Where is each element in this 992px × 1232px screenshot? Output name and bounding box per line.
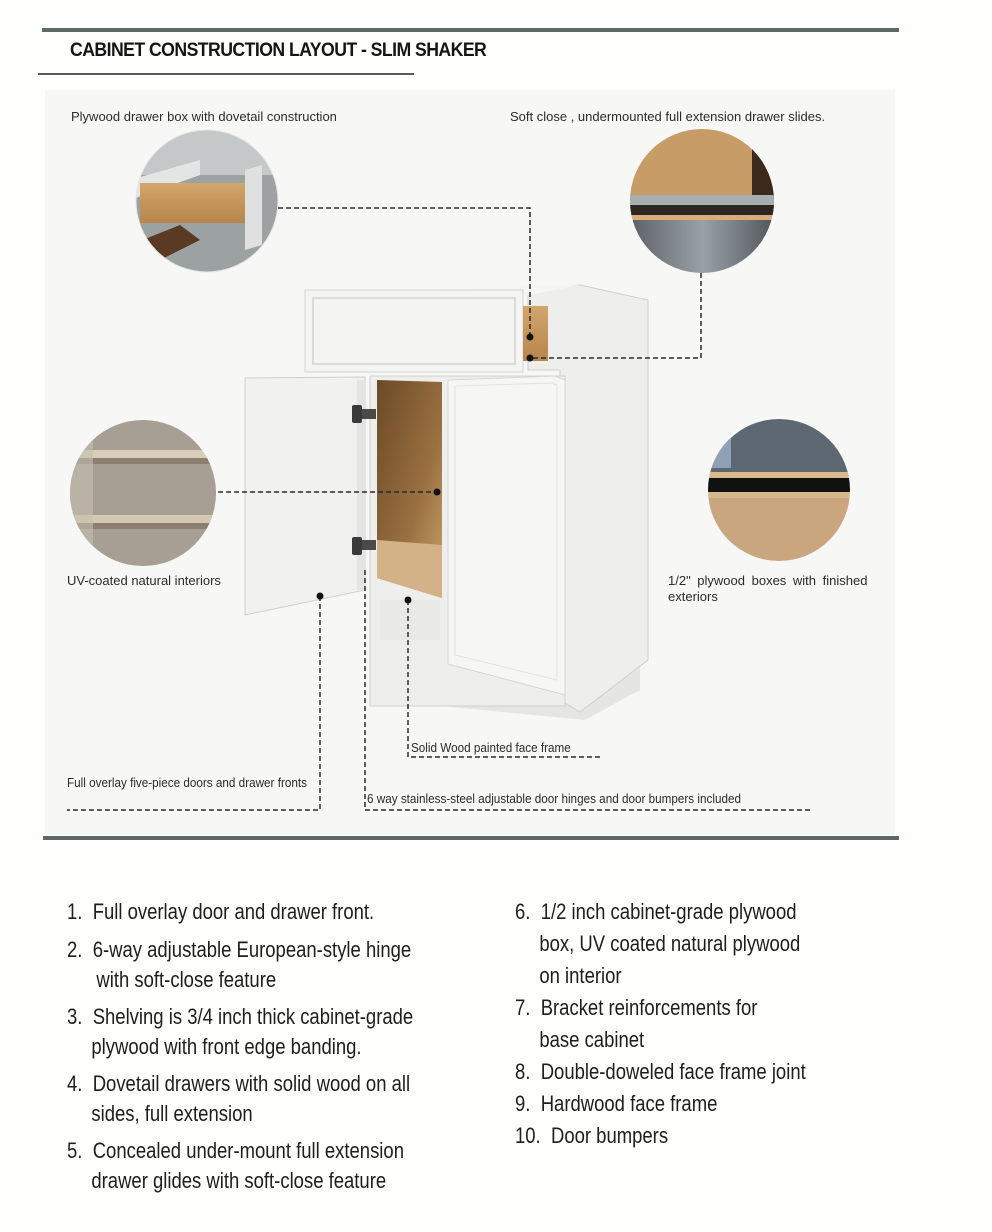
callout-full-overlay-doors: Full overlay five-piece doors and drawer fronts xyxy=(67,775,307,790)
callout-uv-interiors: UV-coated natural interiors xyxy=(67,573,221,588)
feature-list-right xyxy=(515,896,915,1152)
callout-door-hinges: 6 way stainless-steel adjustable door hinges and door bumpers included xyxy=(367,791,741,806)
feature-list-left xyxy=(67,896,527,1203)
feature-item: 9. Hardwood face frame xyxy=(515,1091,718,1116)
callout-plywood-boxes: 1/2" plywood boxes with finished exteriors xyxy=(668,573,868,604)
feature-item: 1. Full overlay door and drawer front. xyxy=(67,899,375,924)
uv-interior-photo xyxy=(68,418,218,568)
callout-soft-close-slides: Soft close , undermounted full extension drawer slides. xyxy=(510,109,826,124)
callout-solid-wood-frame: Solid Wood painted face frame xyxy=(411,740,571,755)
feature-item: 3. Shelving is 3/4 inch thick cabinet-grade plywood with front edge banding. xyxy=(67,1004,414,1059)
feature-item: 2. 6-way adjustable European-style hinge with soft-close feature xyxy=(67,937,412,992)
page-title: CABINET CONSTRUCTION LAYOUT - SLIM SHAKER xyxy=(70,40,487,61)
feature-item: 4. Dovetail drawers with solid wood on all sides, full extension xyxy=(67,1071,411,1126)
drawer-slide-photo xyxy=(628,128,778,280)
cabinet-illustration xyxy=(245,285,648,720)
bottom-rule xyxy=(43,836,899,840)
feature-item: 6. 1/2 inch cabinet-grade plywood box, UV coated natural plywood on interior xyxy=(515,899,801,988)
feature-item: 8. Double-doweled face frame joint xyxy=(515,1059,806,1084)
feature-item: 7. Bracket reinforcements for base cabinet xyxy=(515,995,758,1052)
feature-item: 10. Door bumpers xyxy=(515,1123,669,1148)
feature-item: 5. Concealed under-mount full extension drawer glides with soft-close feature xyxy=(67,1138,404,1193)
callout-plywood-drawer: Plywood drawer box with dovetail construction xyxy=(71,109,337,124)
dovetail-drawer-photo xyxy=(130,125,290,285)
plywood-box-photo xyxy=(706,418,856,563)
